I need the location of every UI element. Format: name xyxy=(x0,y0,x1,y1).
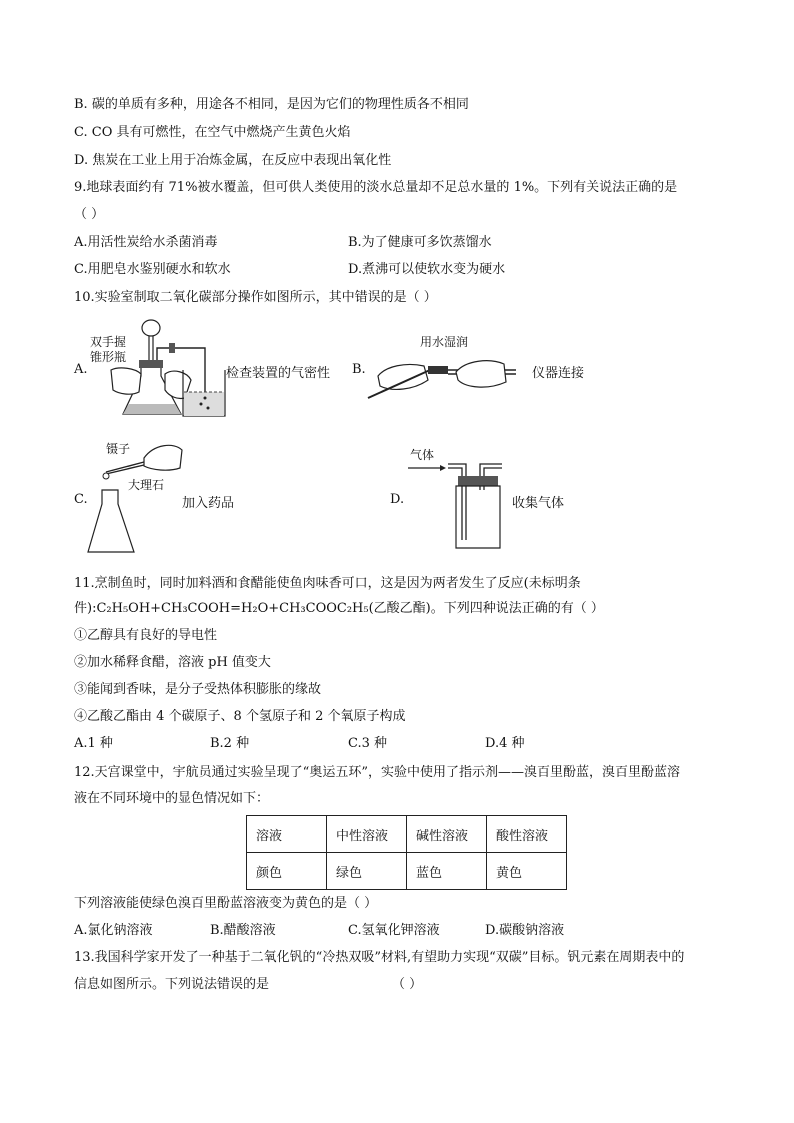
q12-question: 下列溶液能使绿色溴百里酚蓝溶液变为黄色的是（ ） xyxy=(74,896,378,911)
q8-option-b: B. 碳的单质有多种，用途各不相同，是因为它们的物理性质各不相同 xyxy=(74,97,469,112)
table-cell: 碱性溶液 xyxy=(407,816,487,853)
fig-b-letter: B. xyxy=(352,362,366,377)
q11-option-a: A.1 种 xyxy=(74,736,113,751)
fig-b-caption: 仪器连接 xyxy=(532,366,585,381)
indicator-color-table xyxy=(246,815,567,890)
q12-option-b: B.醋酸溶液 xyxy=(210,923,276,938)
q9-option-d: D.煮沸可以使软水变为硬水 xyxy=(348,262,506,277)
q11-stem-1: 11.烹制鱼时，同时加料酒和食醋能使鱼肉味香可口，这是因为两者发生了反应(未标明条 xyxy=(74,576,581,591)
q13-stem-2: 信息如图所示。下列说法错误的是 xyxy=(74,977,270,992)
table-row xyxy=(247,853,567,890)
fig-b-top-label: 用水湿润 xyxy=(420,335,469,349)
q13-stem-1: 13.我国科学家开发了一种基于二氧化钒的“冷热双吸”材料,有望助力实现“双碳”目标。钒元素在周期表中的 xyxy=(74,950,685,965)
q12-stem-2: 液在不同环境中的显色情况如下： xyxy=(74,791,270,806)
fig-a-hand-label-1: 双手握 xyxy=(90,335,127,349)
table-cell: 颜色 xyxy=(247,853,327,890)
q11-statement-1: ①乙醇具有良好的导电性 xyxy=(74,628,218,643)
q12-option-c: C.氢氧化钾溶液 xyxy=(348,923,440,938)
q8-option-c: C. CO 具有可燃性，在空气中燃烧产生黄色火焰 xyxy=(74,125,351,140)
q13-answer-paren: （ ） xyxy=(392,977,423,992)
tube-connection-illustration xyxy=(366,348,526,408)
q11-stem-2: 件):C₂H₅OH+CH₃COOH=H₂O+CH₃COOC₂H₅(乙酸乙酯)。下列四种说法正确的有（ ） xyxy=(74,601,604,616)
q12-option-d: D.碳酸钠溶液 xyxy=(485,923,565,938)
q11-option-c: C.3 种 xyxy=(348,736,388,751)
table-cell: 溶液 xyxy=(247,816,327,853)
q9-option-a: A.用活性炭给水杀菌消毒 xyxy=(74,235,218,250)
fig-a-letter: A. xyxy=(74,362,88,377)
q10-stem: 10.实验室制取二氧化碳部分操作如图所示，其中错误的是（ ） xyxy=(74,290,437,305)
q8-option-d: D. 焦炭在工业上用于冶炼金属，在反应中表现出氧化性 xyxy=(74,153,392,168)
table-header-row xyxy=(247,816,567,853)
fig-a-hand-label-2: 锥形瓶 xyxy=(90,350,127,364)
q11-option-d: D.4 种 xyxy=(485,736,525,751)
q9-answer-paren: （ ） xyxy=(74,207,105,222)
fig-d-caption: 收集气体 xyxy=(512,496,565,511)
q12-stem-1: 12.天宫课堂中，宇航员通过实验呈现了“奥运五环”，实验中使用了指示剂——溴百里酚蓝，溴百里酚蓝溶 xyxy=(74,765,680,780)
fig-a-caption: 检查装置的气密性 xyxy=(226,366,331,381)
q9-option-b: B.为了健康可多饮蒸馏水 xyxy=(348,235,492,250)
table-cell: 绿色 xyxy=(327,853,407,890)
table-cell: 黄色 xyxy=(487,853,567,890)
fig-d-letter: D. xyxy=(390,492,405,507)
table-cell: 中性溶液 xyxy=(327,816,407,853)
q11-statement-3: ③能闻到香味，是分子受热体积膨胀的缘故 xyxy=(74,682,322,697)
table-cell: 蓝色 xyxy=(407,853,487,890)
q11-option-b: B.2 种 xyxy=(210,736,250,751)
q12-option-a: A.氯化钠溶液 xyxy=(74,923,153,938)
fig-c-marble-label: 大理石 xyxy=(128,478,165,492)
q9-stem: 9.地球表面约有 71%被水覆盖，但可供人类使用的淡水总量却不足总水量的 1%。下列有关说法正确的是 xyxy=(74,180,678,195)
gas-collection-illustration xyxy=(406,450,516,550)
fig-c-tweezers-label: 镊子 xyxy=(106,442,131,456)
q11-statement-2: ②加水稀释食醋，溶液 pH 值变大 xyxy=(74,655,271,670)
fig-c-letter: C. xyxy=(74,492,88,507)
adding-reagent-illustration xyxy=(84,438,194,558)
table-cell: 酸性溶液 xyxy=(487,816,567,853)
q11-statement-4: ④乙酸乙酯由 4 个碳原子、8 个氢原子和 2 个氧原子构成 xyxy=(74,709,406,724)
fig-d-gas-label: 气体 xyxy=(410,448,435,462)
fig-c-caption: 加入药品 xyxy=(182,496,235,511)
q9-option-c: C.用肥皂水鉴别硬水和软水 xyxy=(74,262,231,277)
